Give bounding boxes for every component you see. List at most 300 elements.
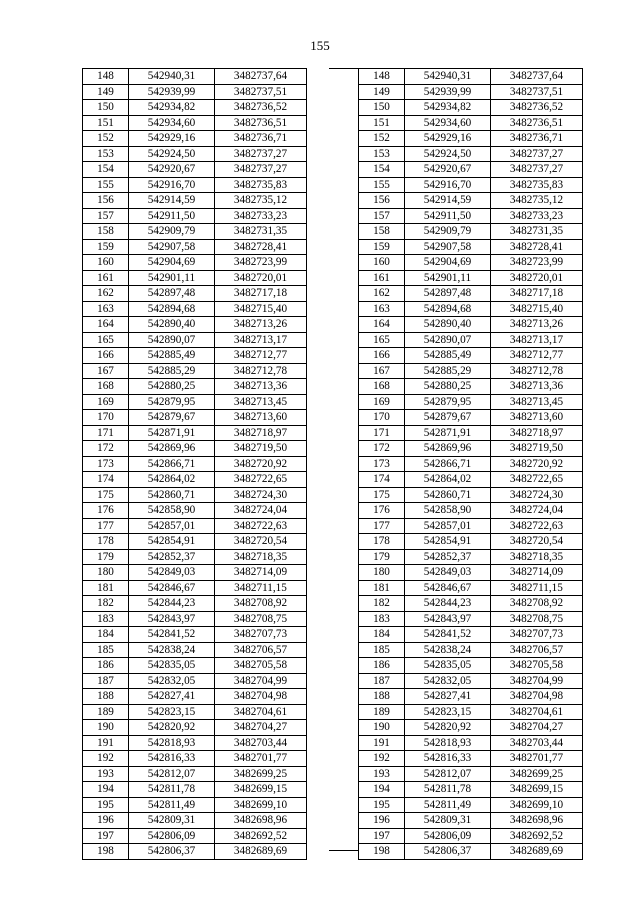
point-number-cell: 192 [359, 751, 405, 767]
point-number-cell: 193 [83, 766, 129, 782]
point-number-cell: 164 [359, 317, 405, 333]
point-number-cell: 188 [83, 689, 129, 705]
table-row [359, 317, 583, 333]
y-coordinate-cell: 3482711,15 [491, 580, 583, 596]
table-row [359, 146, 583, 162]
coordinates-table-left [82, 68, 307, 860]
point-number-cell: 196 [83, 813, 129, 829]
table-row [83, 580, 307, 596]
point-number-cell: 151 [359, 115, 405, 131]
x-coordinate-cell: 542920,67 [129, 162, 215, 178]
y-coordinate-cell: 3482737,27 [491, 146, 583, 162]
point-number-cell: 165 [83, 332, 129, 348]
table-row [359, 518, 583, 534]
point-number-cell: 193 [359, 766, 405, 782]
y-coordinate-cell: 3482723,99 [491, 255, 583, 271]
point-number-cell: 149 [83, 84, 129, 100]
point-number-cell: 168 [359, 379, 405, 395]
point-number-cell: 180 [83, 565, 129, 581]
y-coordinate-cell: 3482708,75 [491, 611, 583, 627]
table-row [359, 487, 583, 503]
table-row [83, 720, 307, 736]
x-coordinate-cell: 542871,91 [405, 425, 491, 441]
point-number-cell: 178 [83, 534, 129, 550]
y-coordinate-cell: 3482701,77 [215, 751, 307, 767]
table-row [359, 177, 583, 193]
y-coordinate-cell: 3482735,83 [491, 177, 583, 193]
table-row [83, 689, 307, 705]
table-row [83, 596, 307, 612]
y-coordinate-cell: 3482689,69 [215, 844, 307, 860]
point-number-cell: 155 [359, 177, 405, 193]
x-coordinate-cell: 542864,02 [129, 472, 215, 488]
x-coordinate-cell: 542849,03 [129, 565, 215, 581]
y-coordinate-cell: 3482708,92 [215, 596, 307, 612]
x-coordinate-cell: 542897,48 [129, 286, 215, 302]
point-number-cell: 166 [359, 348, 405, 364]
table-row [359, 658, 583, 674]
y-coordinate-cell: 3482717,18 [215, 286, 307, 302]
y-coordinate-cell: 3482718,35 [215, 549, 307, 565]
x-coordinate-cell: 542806,37 [405, 844, 491, 860]
point-number-cell: 171 [359, 425, 405, 441]
x-coordinate-cell: 542843,97 [129, 611, 215, 627]
y-coordinate-cell: 3482737,64 [215, 69, 307, 85]
table-row [359, 549, 583, 565]
table-row [83, 797, 307, 813]
point-number-cell: 177 [83, 518, 129, 534]
point-number-cell: 166 [83, 348, 129, 364]
table-row [83, 146, 307, 162]
table-row [359, 720, 583, 736]
y-coordinate-cell: 3482735,12 [215, 193, 307, 209]
table-row [359, 363, 583, 379]
point-number-cell: 158 [359, 224, 405, 240]
x-coordinate-cell: 542827,41 [129, 689, 215, 705]
table-row [359, 286, 583, 302]
point-number-cell: 153 [83, 146, 129, 162]
table-row [359, 131, 583, 147]
coordinates-table-right [358, 68, 583, 860]
y-coordinate-cell: 3482737,51 [215, 84, 307, 100]
point-number-cell: 156 [359, 193, 405, 209]
table-row [83, 115, 307, 131]
y-coordinate-cell: 3482715,40 [491, 301, 583, 317]
point-number-cell: 195 [83, 797, 129, 813]
table-row [359, 394, 583, 410]
y-coordinate-cell: 3482736,51 [491, 115, 583, 131]
y-coordinate-cell: 3482718,97 [215, 425, 307, 441]
y-coordinate-cell: 3482736,51 [215, 115, 307, 131]
x-coordinate-cell: 542846,67 [129, 580, 215, 596]
x-coordinate-cell: 542869,96 [129, 441, 215, 457]
point-number-cell: 150 [359, 100, 405, 116]
table-row [359, 379, 583, 395]
x-coordinate-cell: 542811,49 [405, 797, 491, 813]
table-row [83, 193, 307, 209]
point-number-cell: 169 [83, 394, 129, 410]
x-coordinate-cell: 542885,49 [129, 348, 215, 364]
point-number-cell: 175 [83, 487, 129, 503]
table-row [83, 100, 307, 116]
y-coordinate-cell: 3482699,25 [491, 766, 583, 782]
table-row [359, 565, 583, 581]
table-row [359, 813, 583, 829]
y-coordinate-cell: 3482736,52 [491, 100, 583, 116]
table-row [359, 735, 583, 751]
table-row [359, 332, 583, 348]
point-number-cell: 160 [83, 255, 129, 271]
point-number-cell: 165 [359, 332, 405, 348]
table-row [359, 239, 583, 255]
x-coordinate-cell: 542940,31 [405, 69, 491, 85]
x-coordinate-cell: 542920,67 [405, 162, 491, 178]
y-coordinate-cell: 3482713,36 [215, 379, 307, 395]
point-number-cell: 180 [359, 565, 405, 581]
y-coordinate-cell: 3482707,73 [215, 627, 307, 643]
point-number-cell: 183 [83, 611, 129, 627]
y-coordinate-cell: 3482718,35 [491, 549, 583, 565]
table-row [359, 348, 583, 364]
point-number-cell: 151 [83, 115, 129, 131]
y-coordinate-cell: 3482701,77 [491, 751, 583, 767]
x-coordinate-cell: 542939,99 [129, 84, 215, 100]
y-coordinate-cell: 3482722,63 [215, 518, 307, 534]
point-number-cell: 170 [359, 410, 405, 426]
y-coordinate-cell: 3482704,27 [491, 720, 583, 736]
table-row [359, 828, 583, 844]
table-row [83, 441, 307, 457]
table-row [359, 84, 583, 100]
table-row [83, 735, 307, 751]
table-row [359, 766, 583, 782]
point-number-cell: 168 [83, 379, 129, 395]
point-number-cell: 186 [83, 658, 129, 674]
table-row [83, 410, 307, 426]
table-row [359, 627, 583, 643]
table-row [83, 131, 307, 147]
x-coordinate-cell: 542854,91 [405, 534, 491, 550]
x-coordinate-cell: 542890,40 [405, 317, 491, 333]
table-row [83, 844, 307, 860]
point-number-cell: 190 [359, 720, 405, 736]
x-coordinate-cell: 542827,41 [405, 689, 491, 705]
point-number-cell: 172 [359, 441, 405, 457]
point-number-cell: 194 [83, 782, 129, 798]
table-row [83, 301, 307, 317]
x-coordinate-cell: 542820,92 [129, 720, 215, 736]
x-coordinate-cell: 542806,09 [129, 828, 215, 844]
x-coordinate-cell: 542916,70 [405, 177, 491, 193]
table-row [359, 642, 583, 658]
y-coordinate-cell: 3482723,99 [215, 255, 307, 271]
table-row [359, 162, 583, 178]
point-number-cell: 181 [83, 580, 129, 596]
x-coordinate-cell: 542832,05 [129, 673, 215, 689]
x-coordinate-cell: 542816,33 [129, 751, 215, 767]
y-coordinate-cell: 3482736,71 [491, 131, 583, 147]
table-row [359, 472, 583, 488]
point-number-cell: 197 [359, 828, 405, 844]
y-coordinate-cell: 3482737,27 [215, 146, 307, 162]
x-coordinate-cell: 542909,79 [129, 224, 215, 240]
x-coordinate-cell: 542838,24 [129, 642, 215, 658]
page-number: 155 [310, 38, 330, 53]
y-coordinate-cell: 3482720,92 [215, 456, 307, 472]
y-coordinate-cell: 3482720,54 [215, 534, 307, 550]
x-coordinate-cell: 542866,71 [405, 456, 491, 472]
point-number-cell: 150 [83, 100, 129, 116]
y-coordinate-cell: 3482722,63 [491, 518, 583, 534]
point-number-cell: 158 [83, 224, 129, 240]
table-row [83, 503, 307, 519]
point-number-cell: 196 [359, 813, 405, 829]
table-row [83, 642, 307, 658]
x-coordinate-cell: 542835,05 [129, 658, 215, 674]
point-number-cell: 174 [83, 472, 129, 488]
point-number-cell: 181 [359, 580, 405, 596]
table-row [359, 844, 583, 860]
x-coordinate-cell: 542823,15 [405, 704, 491, 720]
table-row [83, 162, 307, 178]
x-coordinate-cell: 542852,37 [129, 549, 215, 565]
y-coordinate-cell: 3482728,41 [491, 239, 583, 255]
table-row [359, 751, 583, 767]
y-coordinate-cell: 3482733,23 [215, 208, 307, 224]
y-coordinate-cell: 3482712,77 [491, 348, 583, 364]
y-coordinate-cell: 3482704,61 [491, 704, 583, 720]
table-row [359, 704, 583, 720]
x-coordinate-cell: 542811,78 [129, 782, 215, 798]
y-coordinate-cell: 3482705,58 [491, 658, 583, 674]
y-coordinate-cell: 3482715,40 [215, 301, 307, 317]
table-row [83, 84, 307, 100]
x-coordinate-cell: 542880,25 [129, 379, 215, 395]
y-coordinate-cell: 3482704,61 [215, 704, 307, 720]
point-number-cell: 148 [359, 69, 405, 85]
point-number-cell: 153 [359, 146, 405, 162]
point-number-cell: 198 [83, 844, 129, 860]
y-coordinate-cell: 3482703,44 [215, 735, 307, 751]
y-coordinate-cell: 3482736,52 [215, 100, 307, 116]
table-row [359, 301, 583, 317]
y-coordinate-cell: 3482706,57 [215, 642, 307, 658]
x-coordinate-cell: 542934,82 [405, 100, 491, 116]
y-coordinate-cell: 3482713,60 [215, 410, 307, 426]
table-row [83, 255, 307, 271]
x-coordinate-cell: 542924,50 [129, 146, 215, 162]
y-coordinate-cell: 3482722,65 [491, 472, 583, 488]
x-coordinate-cell: 542818,93 [129, 735, 215, 751]
point-number-cell: 154 [359, 162, 405, 178]
table-row [83, 363, 307, 379]
table-row [359, 69, 583, 85]
point-number-cell: 184 [83, 627, 129, 643]
point-number-cell: 176 [359, 503, 405, 519]
table-row [359, 100, 583, 116]
x-coordinate-cell: 542914,59 [405, 193, 491, 209]
y-coordinate-cell: 3482698,96 [215, 813, 307, 829]
y-coordinate-cell: 3482731,35 [215, 224, 307, 240]
y-coordinate-cell: 3482692,52 [491, 828, 583, 844]
y-coordinate-cell: 3482713,17 [491, 332, 583, 348]
x-coordinate-cell: 542841,52 [129, 627, 215, 643]
point-number-cell: 186 [359, 658, 405, 674]
x-coordinate-cell: 542879,95 [405, 394, 491, 410]
y-coordinate-cell: 3482728,41 [215, 239, 307, 255]
x-coordinate-cell: 542864,02 [405, 472, 491, 488]
table-row [83, 224, 307, 240]
table-row [83, 487, 307, 503]
y-coordinate-cell: 3482731,35 [491, 224, 583, 240]
x-coordinate-cell: 542890,07 [405, 332, 491, 348]
y-coordinate-cell: 3482737,51 [491, 84, 583, 100]
y-coordinate-cell: 3482713,45 [491, 394, 583, 410]
point-number-cell: 185 [359, 642, 405, 658]
x-coordinate-cell: 542860,71 [129, 487, 215, 503]
x-coordinate-cell: 542911,50 [129, 208, 215, 224]
table-row [359, 224, 583, 240]
y-coordinate-cell: 3482704,27 [215, 720, 307, 736]
point-number-cell: 159 [359, 239, 405, 255]
point-number-cell: 159 [83, 239, 129, 255]
table-row [83, 425, 307, 441]
point-number-cell: 157 [359, 208, 405, 224]
x-coordinate-cell: 542901,11 [129, 270, 215, 286]
x-coordinate-cell: 542832,05 [405, 673, 491, 689]
x-coordinate-cell: 542879,95 [129, 394, 215, 410]
point-number-cell: 190 [83, 720, 129, 736]
point-number-cell: 197 [83, 828, 129, 844]
x-coordinate-cell: 542843,97 [405, 611, 491, 627]
y-coordinate-cell: 3482737,64 [491, 69, 583, 85]
y-coordinate-cell: 3482720,92 [491, 456, 583, 472]
point-number-cell: 148 [83, 69, 129, 85]
y-coordinate-cell: 3482720,01 [491, 270, 583, 286]
y-coordinate-cell: 3482713,26 [215, 317, 307, 333]
x-coordinate-cell: 542909,79 [405, 224, 491, 240]
point-number-cell: 171 [83, 425, 129, 441]
x-coordinate-cell: 542866,71 [129, 456, 215, 472]
table-row [83, 394, 307, 410]
x-coordinate-cell: 542858,90 [129, 503, 215, 519]
x-coordinate-cell: 542838,24 [405, 642, 491, 658]
x-coordinate-cell: 542816,33 [405, 751, 491, 767]
x-coordinate-cell: 542869,96 [405, 441, 491, 457]
table-row [83, 813, 307, 829]
y-coordinate-cell: 3482714,09 [491, 565, 583, 581]
y-coordinate-cell: 3482698,96 [491, 813, 583, 829]
point-number-cell: 192 [83, 751, 129, 767]
point-number-cell: 189 [359, 704, 405, 720]
point-number-cell: 162 [359, 286, 405, 302]
point-number-cell: 155 [83, 177, 129, 193]
point-number-cell: 157 [83, 208, 129, 224]
x-coordinate-cell: 542854,91 [129, 534, 215, 550]
x-coordinate-cell: 542916,70 [129, 177, 215, 193]
point-number-cell: 191 [359, 735, 405, 751]
table-row [83, 69, 307, 85]
table-row [359, 673, 583, 689]
table-row [83, 518, 307, 534]
y-coordinate-cell: 3482689,69 [491, 844, 583, 860]
point-number-cell: 175 [359, 487, 405, 503]
y-coordinate-cell: 3482705,58 [215, 658, 307, 674]
x-coordinate-cell: 542852,37 [405, 549, 491, 565]
y-coordinate-cell: 3482713,60 [491, 410, 583, 426]
table-row [359, 255, 583, 271]
table-row [83, 766, 307, 782]
table-row [83, 379, 307, 395]
table-row [83, 627, 307, 643]
table-row [359, 410, 583, 426]
point-number-cell: 152 [83, 131, 129, 147]
y-coordinate-cell: 3482718,97 [491, 425, 583, 441]
x-coordinate-cell: 542914,59 [129, 193, 215, 209]
table-row [83, 782, 307, 798]
table-row [359, 441, 583, 457]
y-coordinate-cell: 3482722,65 [215, 472, 307, 488]
y-coordinate-cell: 3482720,54 [491, 534, 583, 550]
point-number-cell: 161 [359, 270, 405, 286]
point-number-cell: 195 [359, 797, 405, 813]
point-number-cell: 176 [83, 503, 129, 519]
table-row [83, 549, 307, 565]
x-coordinate-cell: 542835,05 [405, 658, 491, 674]
x-coordinate-cell: 542857,01 [405, 518, 491, 534]
point-number-cell: 182 [359, 596, 405, 612]
x-coordinate-cell: 542858,90 [405, 503, 491, 519]
table-row [83, 456, 307, 472]
x-coordinate-cell: 542809,31 [129, 813, 215, 829]
y-coordinate-cell: 3482704,98 [215, 689, 307, 705]
y-coordinate-cell: 3482703,44 [491, 735, 583, 751]
x-coordinate-cell: 542885,29 [129, 363, 215, 379]
table-row [359, 534, 583, 550]
y-coordinate-cell: 3482706,57 [491, 642, 583, 658]
point-number-cell: 152 [359, 131, 405, 147]
table-row [359, 782, 583, 798]
table-row [83, 704, 307, 720]
point-number-cell: 170 [83, 410, 129, 426]
point-number-cell: 172 [83, 441, 129, 457]
point-number-cell: 173 [83, 456, 129, 472]
y-coordinate-cell: 3482720,01 [215, 270, 307, 286]
x-coordinate-cell: 542934,82 [129, 100, 215, 116]
x-coordinate-cell: 542823,15 [129, 704, 215, 720]
x-coordinate-cell: 542811,49 [129, 797, 215, 813]
point-number-cell: 154 [83, 162, 129, 178]
x-coordinate-cell: 542939,99 [405, 84, 491, 100]
y-coordinate-cell: 3482713,36 [491, 379, 583, 395]
table-row [83, 658, 307, 674]
y-coordinate-cell: 3482736,71 [215, 131, 307, 147]
table-row [83, 239, 307, 255]
point-number-cell: 191 [83, 735, 129, 751]
point-number-cell: 167 [359, 363, 405, 379]
point-number-cell: 178 [359, 534, 405, 550]
table-row [83, 611, 307, 627]
x-coordinate-cell: 542818,93 [405, 735, 491, 751]
x-coordinate-cell: 542907,58 [129, 239, 215, 255]
y-coordinate-cell: 3482708,92 [491, 596, 583, 612]
x-coordinate-cell: 542806,09 [405, 828, 491, 844]
y-coordinate-cell: 3482737,27 [491, 162, 583, 178]
point-number-cell: 164 [83, 317, 129, 333]
table-row [83, 208, 307, 224]
y-coordinate-cell: 3482711,15 [215, 580, 307, 596]
x-coordinate-cell: 542901,11 [405, 270, 491, 286]
